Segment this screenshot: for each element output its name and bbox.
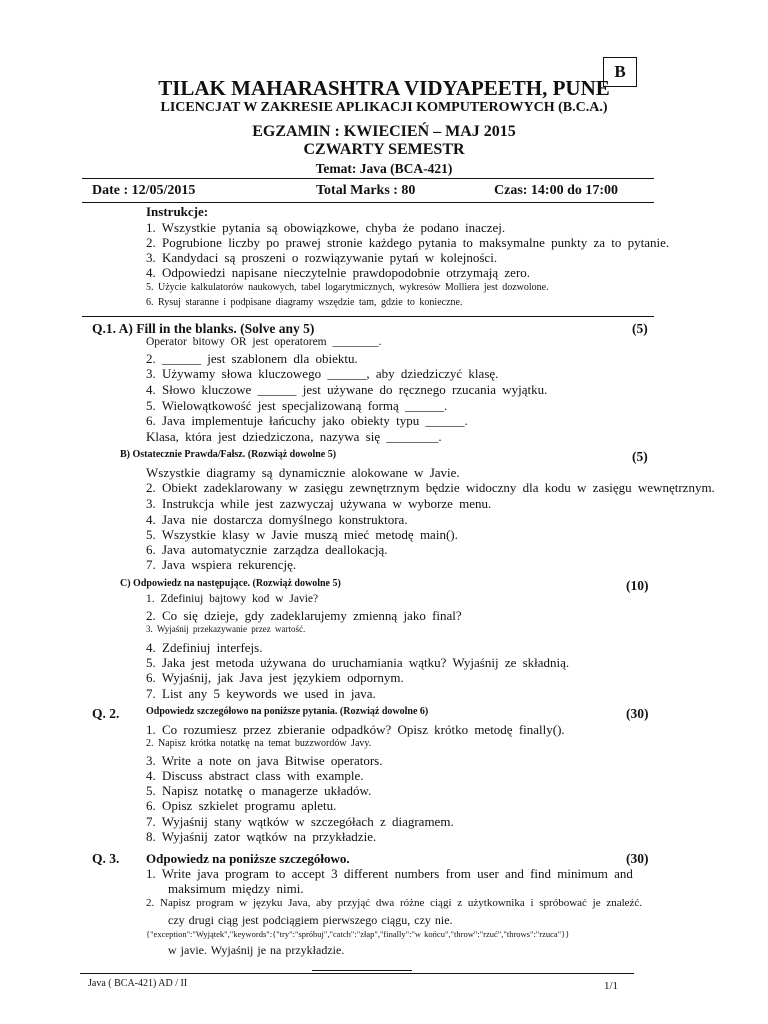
footer-code: Java ( BCA-421) AD / II — [88, 978, 188, 989]
footer-rule — [80, 973, 634, 974]
exam-title: EGZAMIN : KWIECIEŃ – MAJ 2015 — [252, 123, 516, 140]
total-marks: Total Marks : 80 — [316, 183, 416, 198]
q3-item-continued: czy drugi ciąg jest podciągiem pierwszego ciągu, czy nie. — [168, 913, 453, 927]
q1-a-item: 2. ______ jest szablonem dla obiektu. — [146, 351, 358, 366]
end-rule — [312, 970, 412, 971]
q1-c-item: 4. Zdefiniuj interfejs. — [146, 640, 263, 655]
q1-b-item: 7. Java wspiera rekurencję. — [146, 557, 297, 572]
q1-b-marks: (5) — [632, 449, 648, 464]
q3-item: 1. Write java program to accept 3 different numbers from user and find minimum and — [146, 866, 633, 881]
page-number: 1/1 — [604, 980, 619, 992]
header-rule-top — [82, 178, 654, 179]
instructions-title: Instrukcje: — [146, 204, 209, 219]
q1-a-item: Operator bitowy OR jest operatorem ________. — [146, 336, 382, 348]
q3-item-json-text: {"exception":"Wyjątek","keywords":{"try":"spróbuj","catch":"złap","finally":"w końcu","throw":"rzuć","throws":"rzuca"}} — [146, 929, 570, 939]
q1-b-item: 3. Instrukcja while jest zazwyczaj używana w wyborze menu. — [146, 496, 492, 511]
q1-a-marks: (5) — [632, 321, 648, 336]
paper-code-box: B — [603, 57, 637, 87]
degree-title: LICENCJAT W ZAKRESIE APLIKACJI KOMPUTEROWYCH (B.C.A.) — [160, 100, 608, 115]
q2-marks: (30) — [626, 706, 649, 721]
q2-item: 6. Opisz szkielet programu apletu. — [146, 798, 337, 813]
q1-b-item: Wszystkie diagramy są dynamicznie alokowane w Javie. — [146, 465, 460, 480]
q2-item: 3. Write a note on java Bitwise operators. — [146, 753, 383, 768]
instruction-item: 1. Wszystkie pytania są obowiązkowe, chyba że podano inaczej. — [146, 220, 506, 235]
q1-b-item: 4. Java nie dostarcza domyślnego konstruktora. — [146, 512, 408, 527]
q1-a-item: Klasa, która jest dziedziczona, nazywa się ________. — [146, 429, 442, 444]
q2-item: 8. Wyjaśnij zator wątków na przykładzie. — [146, 829, 377, 844]
instruction-item: 4. Odpowiedzi napisane nieczytelnie prawdopodobnie otrzymają zero. — [146, 265, 531, 280]
exam-date: Date : 12/05/2015 — [92, 183, 196, 198]
header-rule-bottom — [82, 202, 654, 203]
q1-c-item: 2. Co się dzieje, gdy zadeklarujemy zmienną jako final? — [146, 608, 462, 623]
instruction-item: 2. Pogrubione liczby po prawej stronie każdego pytania to maksymalne punkty za to pytanie. — [146, 235, 670, 250]
q1-a-item: 4. Słowo kluczowe ______ jest używane do ręcznego rzucania wyjątku. — [146, 382, 548, 397]
q1-b-heading: B) Ostatecznie Prawda/Fałsz. (Rozwiąż dowolne 5) — [120, 449, 337, 460]
q3-marks: (30) — [626, 851, 649, 866]
q1-c-marks: (10) — [626, 578, 649, 593]
q1-c-item: 5. Jaka jest metoda używana do uruchamiania wątku? Wyjaśnij ze składnią. — [146, 655, 570, 670]
q2-heading: Odpowiedz szczegółowo na poniższe pytania. (Rozwiąż dowolne 6) — [146, 706, 429, 717]
q2-item: 5. Napisz notatkę o managerze układów. — [146, 783, 372, 798]
university-title: TILAK MAHARASHTRA VIDYAPEETH, PUNE — [158, 76, 610, 100]
q1-b-item: 6. Java automatycznie zarządza deallokacją. — [146, 542, 388, 557]
q1-a-item: 6. Java implementuje łańcuchy jako obiekty typu ______. — [146, 413, 468, 428]
q3-item-continued: maksimum między nimi. — [168, 881, 304, 896]
q1-a-item: 3. Używamy słowa kluczowego ______, aby dziedziczyć klasę. — [146, 366, 499, 381]
q2-label: Q. 2. — [92, 706, 120, 721]
instruction-item: 3. Kandydaci są proszeni o rozwiązywanie pytań w kolejności. — [146, 250, 498, 265]
q3-item-continued: w javie. Wyjaśnij je na przykładzie. — [168, 943, 345, 957]
instruction-item: 6. Rysuj staranne i podpisane diagramy wszędzie tam, gdzie to konieczne. — [146, 297, 463, 308]
q2-item: 7. Wyjaśnij stany wątków w szczegółach z diagramem. — [146, 814, 454, 829]
q1-c-item: 3. Wyjaśnij przekazywanie przez wartość. — [146, 624, 306, 634]
q2-item: 1. Co rozumiesz przez zbieranie odpadków? Opisz krótko metodę finally(). — [146, 722, 565, 737]
q3-label: Q. 3. — [92, 851, 120, 866]
q2-item: 2. Napisz krótka notatkę na temat buzzwordów Javy. — [146, 738, 372, 749]
exam-time: Czas: 14:00 do 17:00 — [494, 183, 619, 198]
q1-c-item: 1. Zdefiniuj bajtowy kod w Javie? — [146, 593, 319, 605]
subject-title: Temat: Java (BCA-421) — [315, 161, 453, 176]
instructions-rule — [82, 316, 654, 317]
q1-a-item: 5. Wielowątkowość jest specjalizowaną formą ______. — [146, 398, 448, 413]
q3-heading: Odpowiedz na poniższe szczegółowo. — [146, 851, 350, 866]
semester-title: CZWARTY SEMESTR — [303, 141, 465, 158]
q1-b-item: 2. Obiekt zadeklarowany w zasięgu zewnętrznym będzie widoczny dla kodu w zasięgu wewnętrznym. — [146, 480, 715, 495]
q1-c-item: 7. List any 5 keywords we used in java. — [146, 686, 376, 701]
instruction-item: 5. Użycie kalkulatorów naukowych, tabel logarytmicznych, wykresów Molliera jest dozwolone. — [146, 282, 549, 293]
q1-a-heading: Q.1. A) Fill in the blanks. (Solve any 5) — [92, 321, 315, 336]
q1-c-item: 6. Wyjaśnij, jak Java jest językiem odpornym. — [146, 670, 404, 685]
q2-item: 4. Discuss abstract class with example. — [146, 768, 364, 783]
q1-c-heading: C) Odpowiedz na następujące. (Rozwiąż dowolne 5) — [120, 578, 341, 589]
q3-item: 2. Napisz program w języku Java, aby przyjąć dwa różne ciągi z użytkownika i spróbować je znaleźć. — [146, 897, 643, 909]
q1-b-item: 5. Wszystkie klasy w Javie muszą mieć metodę main(). — [146, 527, 458, 542]
